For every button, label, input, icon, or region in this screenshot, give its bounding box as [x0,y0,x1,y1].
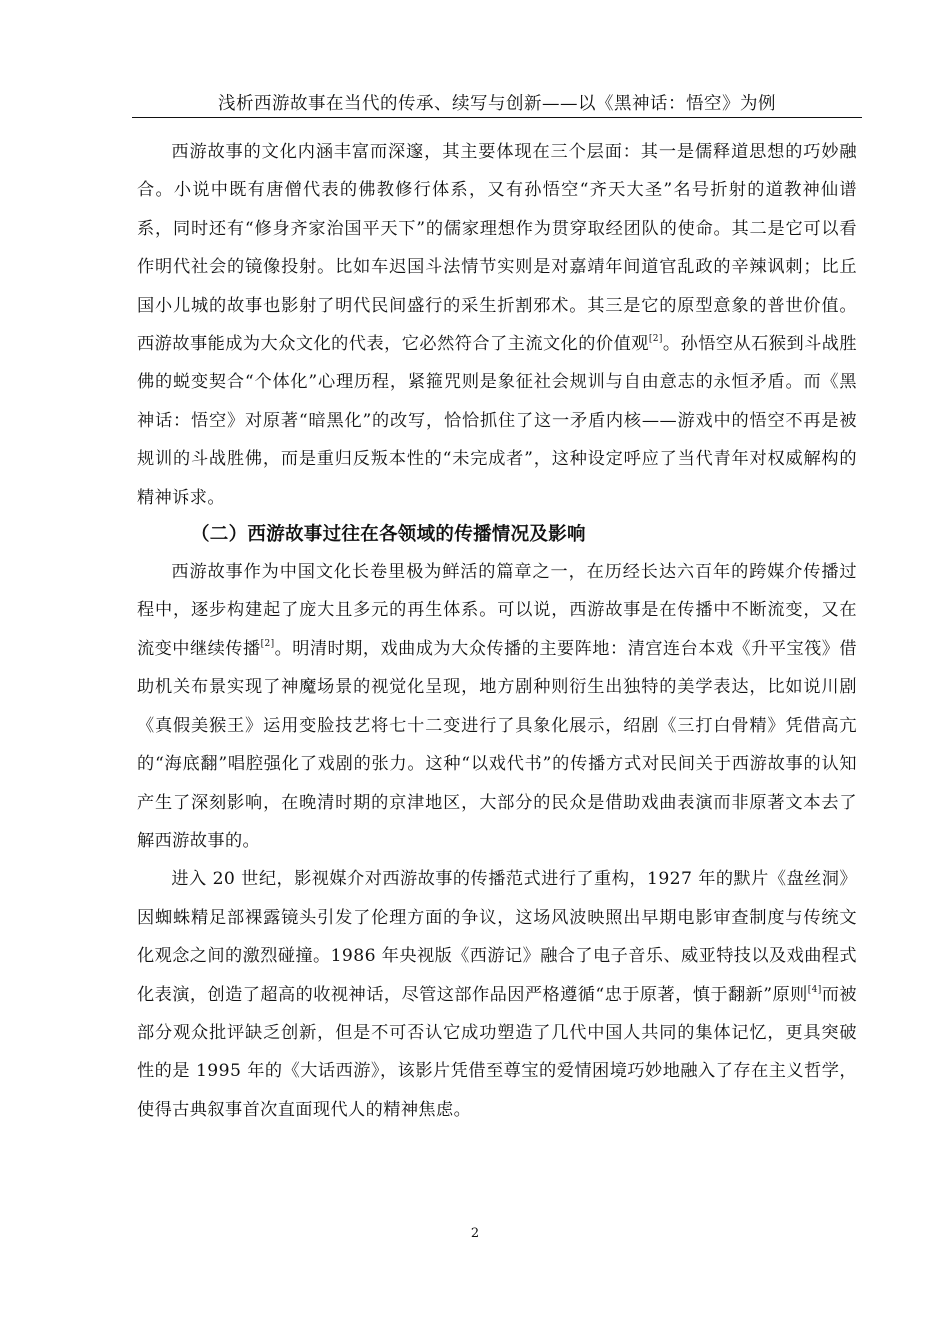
citation-marker: [4] [807,984,822,995]
paragraph-ming-qing-opera [137,553,857,860]
section-heading: （二）西游故事过往在各领域的传播情况及影响 [191,524,586,546]
paragraph-text: 进入 20 世纪，影视媒介对西游故事的传播范式进行了重构，1927 年的默片《盘丝洞》因蜘蛛精足部裸露镜头引发了伦理方面的争议，这场风波映照出早期电影审查制度与传统文化观念之间的激烈碰撞。1986 年央视版《西游记》融合了电子音乐、威亚特技以及戏曲程式化表演，创造了超高的收视神话，尽管这部作品因严格遵循“忠于原著，慎于翻新”原则 [137,869,857,1005]
paragraph-text: 而被部分观众批评缺乏创新，但是不可否认它成功塑造了几代中国人共同的集体记忆，更具突破性的是 1995 年的《大话西游》，该影片凭借至尊宝的爱情困境巧妙地融入了存在主义哲学，使得古典叙事首次直面现代人的精神焦虑。 [137,984,857,1120]
paragraph-text: 西游故事的文化内涵丰富而深邃，其主要体现在三个层面：其一是儒释道思想的巧妙融合。小说中既有唐僧代表的佛教修行体系，又有孙悟空“齐天大圣”名号折射的道教神仙谱系，同时还有“修身齐家治国平天下”的儒家理想作为贯穿取经团队的使命。其二是它可以看作明代社会的镜像投射。比如车迟国斗法情节实则是对嘉靖年间道官乱政的辛辣讽刺；比丘国小儿城的故事也影射了明代民间盛行的采生折割邪术。其三是它的原型意象的普世价值。西游故事能成为大众文化的代表，它必然符合了主流文化的价值观 [137,142,857,355]
citation-marker: [2] [260,638,275,649]
page-number: 2 [470,1226,480,1241]
header-rule [132,117,862,118]
body-text [137,133,857,1129]
paragraph-text: 西游故事作为中国文化长卷里极为鲜活的篇章之一，在历经长达六百年的跨媒介传播过程中，逐步构建起了庞大且多元的再生体系。可以说，西游故事是在传播中不断流变，又在流变中继续传播 [137,562,857,659]
citation-marker: [2] [648,334,663,345]
paragraph-film-television [137,860,857,1129]
paragraph-cultural-connotation [137,133,857,517]
paragraph-text: 。孙悟空从石猴到斗战胜佛的蜕变契合“个体化”心理历程，紧箍咒则是象征社会规训与自由意志的永恒矛盾。而《黑神话：悟空》对原著“暗黑化”的改写，恰恰抓住了这一矛盾内核——游戏中的悟空不再是被规训的斗战胜佛，而是重归反叛本性的“未完成者”，这种设定呼应了当代青年对权威解构的精神诉求。 [137,334,858,508]
running-header: 浅析西游故事在当代的传承、续写与创新——以《黑神话：悟空》为例 [218,94,776,114]
paragraph-text: 。明清时期，戏曲成为大众传播的主要阵地：清宫连台本戏《升平宝筏》借助机关布景实现了神魔场景的视觉化呈现，地方剧种则衍生出独特的美学表达，比如说川剧《真假美猴王》运用变脸技艺将七十二变进行了具象化展示，绍剧《三打白骨精》凭借高亢的“海底翻”唱腔强化了戏剧的张力。这种“以戏代书”的传播方式对民间关于西游故事的认知产生了深刻影响，在晚清时期的京津地区，大部分的民众是借助戏曲表演而非原著文本去了解西游故事的。 [137,638,857,851]
